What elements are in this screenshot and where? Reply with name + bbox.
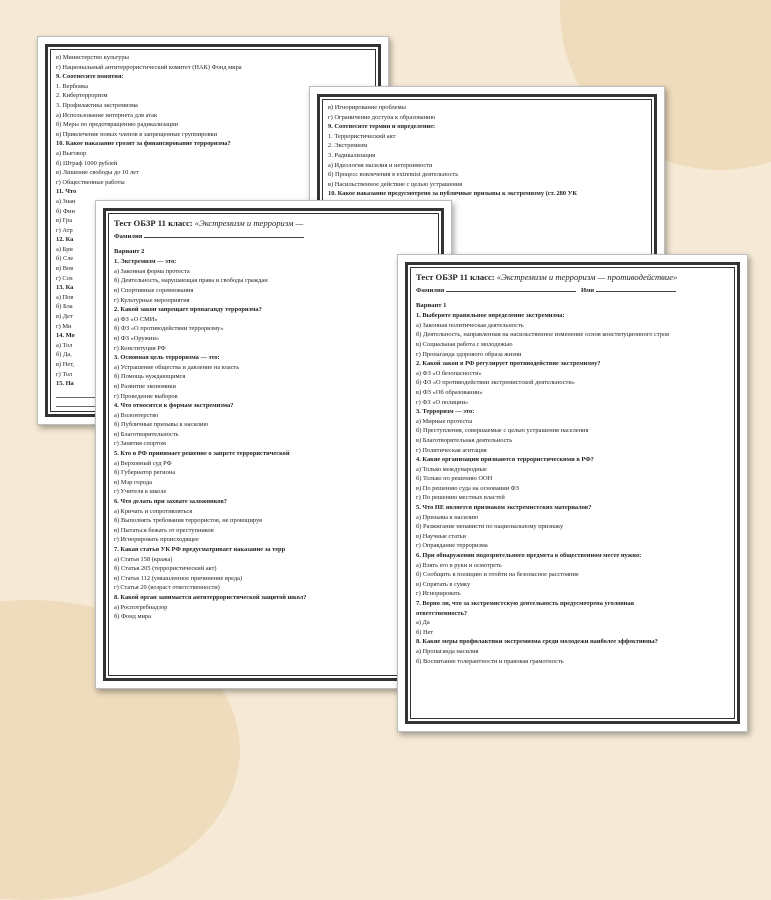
question-text: 14. Мо [56,332,75,340]
page-content [416,271,731,715]
answer-option: г) Ми [56,322,72,330]
answer-option: а) Знан [56,197,76,205]
answer-option: г) Учителя в школе [114,488,167,496]
answer-option: в) Дет [56,313,73,321]
answer-option: а) Устрашение общества и давление на власть [114,363,240,371]
answer-option: а) Кричать и сопротивляться [114,507,193,515]
answer-option: в) ФЗ «Оружии» [114,334,160,342]
answer-option: г) По решению местных властей [416,494,505,502]
worksheet-page-d [397,254,748,732]
answer-option: в) Лишение свободы до 10 лет [56,169,139,177]
question-text: 13. Ка [56,284,74,292]
answer-option: а) Да [416,619,430,627]
question-text: 5. Что НЕ является признаком экстремистских материалов? [416,504,592,512]
answer-option: а) ФЗ «О СМИ» [114,315,158,323]
answer-option: а) Призывы к насилию [416,513,479,521]
answer-option: б) Деятельность, нарушающая права и свободы граждан [114,277,268,285]
question-text: 3. Основная цель терроризма — это: [114,354,220,362]
answer-option: г) Ограничение доступа к образованию [328,113,436,121]
answer-option: а) Законная политическая деятельность [416,321,524,329]
answer-option: б) Нет [416,628,434,636]
answer-option: г) Игнорировать происходящее [114,536,199,544]
question-text: 6. Что делать при захвате заложников? [114,498,227,506]
answer-option: б) Штраф 1000 рублей [56,159,118,167]
answer-option: а) Мирные протесты [416,417,473,425]
answer-option: г) Тол [56,370,73,378]
answer-option: б) Бла [56,303,73,311]
answer-option: в) Пытаться бежать от преступников [114,526,214,534]
answer-option: б) Выполнять требования террористов, не провоцируя [114,517,262,525]
answer-option: б) Фонд мира [114,613,151,621]
answer-option: г) Пропаганда здорового образа жизни [416,350,522,358]
answer-option: а) Взять его в руки и осмотреть [416,561,502,569]
answer-option: а) Роспотребнадзор [114,603,168,611]
answer-option: а) Только международные [416,465,487,473]
answer-option: б) Преступления, совершаемые с целью устрашения населения [416,427,589,435]
page-content [114,217,435,672]
answer-option: б) Только по решению ООН [416,475,493,483]
answer-option: г) Общественные работы [56,178,125,186]
answer-option: а) Верховный суд РФ [114,459,172,467]
question-text: 9. Соотнесите понятия: [56,73,124,81]
answer-option: а) Статья 158 (кража) [114,555,173,563]
answer-option: в) Вов [56,265,74,273]
question-text: ответственность? [416,609,468,617]
answer-option: г) Проведение выборов [114,392,178,400]
answer-option: б) Помощь нуждающимся [114,373,186,381]
answer-option: б) Статья 205 (террористический акт) [114,565,217,573]
answer-option: б) Меры по предотвращению радикализации [56,121,179,129]
answer-option: в) Нет, [56,361,75,368]
answer-option: б) Процесс вовлечения в extremist деятельность [328,171,459,179]
answer-option: б) Деятельность, направленная на насильственное изменение основ конституционного строя [416,331,669,339]
answer-option: г) Оправдание терроризма [416,542,488,550]
answer-option: б) Фин [56,207,75,215]
answer-option: 3. Профилактика экстремизма [56,101,138,109]
answer-option: а) Пропаганда насилия [416,647,479,655]
answer-option: 1. Вербовка [56,82,88,90]
question-text: 1. Выберите правильное определение экстремизма: [416,312,565,320]
answer-option: б) Сле [56,255,74,263]
question-text: 2. Какой закон запрещает пропаганду терроризма? [114,306,262,314]
answer-option: б) Разжигание ненависти по национальному признаку [416,523,564,531]
answer-option: а) ФЗ «О безопасности» [416,369,482,377]
answer-option: 2. Кибертерроризм [56,92,108,100]
answer-option: г) Игнорировать [416,590,461,598]
answer-option: г) Атр [56,226,73,234]
variant-label: Вариант 2 [114,247,145,255]
answer-option: в) Министерство культуры [56,54,129,61]
variant-label: Вариант 1 [416,301,447,309]
answer-option: в) Благотворительность [114,430,179,438]
surname-field: Фамилия [114,231,435,242]
question-text: 4. Что относится к формам экстремизма? [114,402,234,410]
answer-option: 3. Радикализация [328,151,376,159]
question-text: 10. Какое наказание предусмотрено за публичные призывы к экстремизму (ст. 280 УК [328,190,577,198]
answer-option: а) Законная форма протеста [114,267,190,275]
question-text: 8. Какой орган занимается антитеррористической защитой школ? [114,593,307,601]
answer-option: а) Тол [56,341,73,349]
answer-option: в) По решению суда на основании ФЗ [416,484,519,492]
question-text: 1. Экстремизм — это: [114,258,177,266]
question-text: 7. Какая статья УК РФ предусматривает наказание за терр [114,546,286,553]
answer-option: в) ФЗ «Об образовании» [416,388,483,396]
question-text: 11. Что [56,188,77,196]
question-text: 6. При обнаружении подозрительного предмета в общественном месте нужно: [416,552,642,560]
answer-option: б) Воспитание толерантности и правовая грамотность [416,657,564,665]
question-text: 3. Терроризм — это: [416,408,475,416]
question-text: 10. Какое наказание грозит за финансирование терроризма? [56,140,231,148]
question-text: 4. Какие организации признаются террористическими в РФ? [416,456,594,464]
answer-option: в) Спортивные соревнования [114,286,194,294]
answer-option: г) ФЗ «О полиции» [416,398,469,406]
answer-option: в) Насильственное действие с целью устрашения [328,180,463,188]
answer-option: г) Статья 20 (возраст ответственности) [114,584,220,592]
answer-option: а) Идеология насилия и нетерпимости [328,161,433,169]
test-title: Тест ОБЗР 11 класс: «Экстремизм и терроризм — [114,218,304,228]
answer-option: в) Благотворительная деятельность [416,436,513,444]
answer-option: в) Привлечение новых членов в запрещенные группировки [56,130,218,138]
answer-option: а) Волонтерство [114,411,159,419]
answer-option: г) Сох [56,274,73,282]
answer-option: г) Культурные мероприятия [114,296,190,304]
answer-option: в) Социальная работа с молодежью [416,340,513,348]
answer-option: б) ФЗ «О противодействии экстремистской деятельности» [416,379,575,387]
name-fields: Фамилия Имя [416,285,731,296]
question-text: 8. Какие меры профилактики экстремизма среди молодежи наиболее эффективны? [416,638,658,646]
question-text: 2. Какой закон в РФ регулирует противодействие экстремизму? [416,360,601,368]
answer-option: а) Бри [56,245,73,253]
answer-option: б) Да, [56,351,72,359]
answer-option: в) Развитие экономики [114,382,176,390]
answer-option: в) Игнорирование проблемы [328,104,406,111]
answer-option: г) Конституция РФ [114,344,166,352]
answer-option: в) Гра [56,217,73,225]
question-text: 12. Ка [56,236,74,244]
answer-option: б) ФЗ «О противодействии терроризму» [114,325,224,333]
answer-option: б) Губернатор региона [114,469,176,477]
answer-option: 1. Террористический акт [328,132,396,140]
answer-option: а) Выговор [56,149,87,157]
answer-option: г) Национальный антитеррористический комитет (НАК) Фонд мира [56,63,242,71]
answer-option: в) Статья 112 (умышленное причинение вреда) [114,574,243,582]
question-text: 5. Кто в РФ принимает решение о запрете террористической [114,450,290,458]
answer-option: в) Научные статьи [416,532,466,540]
answer-option: б) Сообщить в полицию и отойти на безопасное расстояние [416,571,579,579]
answer-option: в) Мэр города [114,478,152,486]
question-text: 15. На [56,380,74,388]
answer-option: г) Политическая агитация [416,446,487,454]
question-text: 9. Соотнесите термин и определение: [328,123,436,131]
answer-option: б) Публичные призывы к насилию [114,421,209,429]
answer-option: а) Пов [56,293,74,301]
answer-option: а) Использование интернета для атак [56,111,158,119]
answer-option: в) Спрятать в сумку [416,580,471,588]
question-text: 7. Верно ли, что за экстремистскую деятельность предусмотрена уголовная [416,600,634,607]
answer-option: 2. Экстремизм [328,142,368,150]
answer-option: г) Занятия спортом [114,440,166,448]
test-title: Тест ОБЗР 11 класс: «Экстремизм и терроризм — противодействие» [416,272,678,282]
